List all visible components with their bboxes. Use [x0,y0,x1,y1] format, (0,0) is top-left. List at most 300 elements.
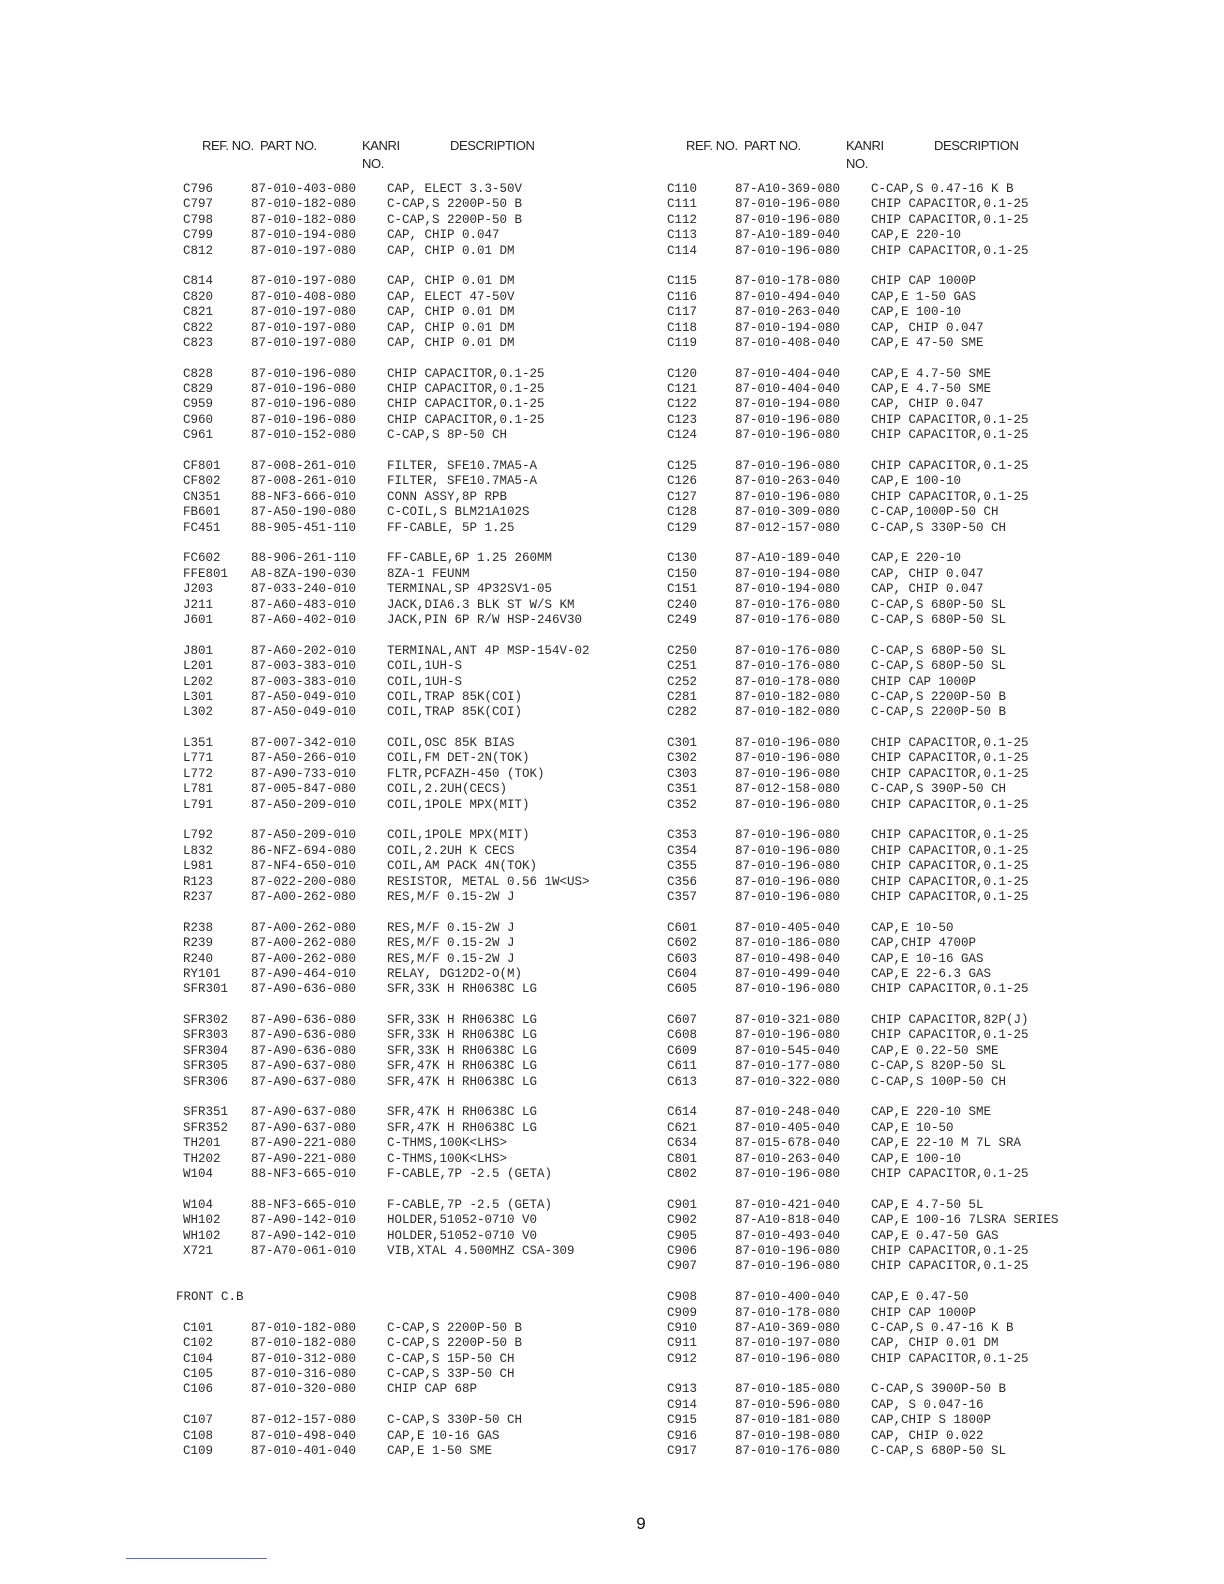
description-cell: CHIP CAPACITOR,0.1-25 [871,1028,1029,1043]
description-cell: RES,M/F 0.15-2W J [387,889,515,904]
part-no-cell: 88-NF3-665-010 [251,1167,357,1181]
description-cell: CAP,E 220-10 SME [871,1105,992,1120]
table-row [660,1167,1130,1182]
part-no-cell: 87-010-196-080 [735,489,841,504]
part-no-cell: 87-A60-202-010 [251,643,357,658]
part-no-cell: 87-010-196-080 [735,859,841,874]
table-row [176,859,646,874]
part-no-cell: 87-010-196-080 [735,751,841,766]
ref-no-cell: C102 [183,1336,214,1351]
description-cell: C-CAP,S 8P-50 CH [387,428,508,443]
table-row [660,1429,1130,1444]
table-header-left [176,138,646,182]
ref-no-cell: C604 [667,966,698,981]
table-row [660,1259,1130,1274]
ref-no-cell: C106 [183,1382,214,1397]
group-spacer [176,813,646,828]
group-spacer [176,1275,646,1290]
ref-no-cell: C118 [667,320,698,335]
description-cell: C-CAP,S 2200P-50 B [871,689,1007,704]
table-row [660,982,1130,997]
parts-table-left [176,138,646,1459]
description-cell: FF-CABLE,6P 1.25 260MM [387,551,553,566]
part-no-cell: 87-010-194-080 [735,582,841,597]
table-row [176,675,646,690]
group-spacer [660,351,1130,366]
ref-no-cell: C917 [667,1444,698,1459]
ref-no-cell: C355 [667,859,698,874]
table-row [176,644,646,659]
description-cell: JACK,DIA6.3 BLK ST W/S KM [387,597,575,612]
ref-no-cell: C105 [183,1367,214,1382]
table-row [660,551,1130,566]
part-no-cell: 87-010-197-080 [735,1336,841,1351]
description-cell: C-THMS,100K<LHS> [387,1136,508,1151]
ref-no-cell: C301 [667,736,698,751]
ref-no-cell: C634 [667,1136,698,1151]
description-cell: C-CAP,S 0.47-16 K B [871,1320,1014,1335]
part-no-cell: 87-010-493-040 [735,1228,841,1243]
group-spacer [660,905,1130,920]
part-no-cell: 87-A90-636-080 [251,1043,357,1058]
ref-no-cell: C601 [667,920,698,935]
part-no-cell: 87-010-196-080 [735,797,841,812]
description-cell: CAP, ELECT 3.3-50V [387,182,523,196]
ref-no-cell: FC451 [183,520,221,535]
ref-no-cell: C802 [667,1167,698,1181]
table-row [660,1321,1130,1336]
ref-no-cell: C909 [667,1305,698,1320]
parts-table-right [660,138,1130,1459]
table-row [176,1336,646,1351]
table-row [176,705,646,720]
ref-no-cell: C611 [667,1059,698,1074]
part-no-cell: 87-A90-142-010 [251,1228,357,1243]
part-no-cell: 87-010-197-080 [251,243,357,258]
header-part-no: PART NO. [260,138,317,153]
part-no-cell: 87-010-405-040 [735,920,841,935]
description-cell: CAP,E 220-10 [871,228,962,243]
table-row [660,751,1130,766]
description-cell: CHIP CAPACITOR,0.1-25 [871,197,1029,212]
description-cell: CHIP CAPACITOR,0.1-25 [871,1167,1029,1181]
part-no-cell: 87-010-320-080 [251,1382,357,1397]
table-row [660,397,1130,412]
description-cell: CAP, CHIP 0.047 [871,397,984,412]
group-spacer [176,259,646,274]
ref-no-cell: C356 [667,874,698,889]
ref-no-cell: W104 [183,1167,214,1181]
table-row [176,1413,646,1428]
description-cell: CAP, CHIP 0.047 [871,582,984,597]
ref-no-cell: TH201 [183,1136,221,1151]
ref-no-cell: C114 [667,243,698,258]
part-no-cell: 87-010-196-080 [735,828,841,843]
table-row [176,1198,646,1213]
table-row [660,967,1130,982]
page-number: 9 [636,1514,646,1533]
ref-no-cell: C150 [667,566,698,581]
ref-no-cell: C614 [667,1105,698,1120]
ref-no-cell: C822 [183,320,214,335]
table-row [176,551,646,566]
part-no-cell: 87-010-196-080 [735,736,841,751]
part-no-cell: 87-010-312-080 [251,1351,357,1366]
table-row [660,305,1130,320]
part-no-cell: 87-A50-049-010 [251,705,357,720]
part-no-cell: 87-A90-637-080 [251,1059,357,1074]
description-cell: CAP,CHIP 4700P [871,936,977,951]
description-cell: CAP,E 10-50 [871,1120,954,1135]
part-no-cell: 87-010-196-080 [735,889,841,904]
group-spacer [660,444,1130,459]
description-cell: RELAY, DG12D2-O(M) [387,966,523,981]
table-row [660,890,1130,905]
ref-no-cell: C608 [667,1028,698,1043]
description-cell: C-CAP,S 680P-50 SL [871,612,1007,627]
table-row [176,690,646,705]
header-kanri: KANRI [846,138,884,153]
ref-no-cell: C129 [667,520,698,535]
ref-no-cell: SFR304 [183,1043,229,1058]
ref-no-cell: C120 [667,366,698,381]
table-row [176,921,646,936]
description-cell: CAP,E 4.7-50 5L [871,1197,984,1212]
part-no-cell: 87-010-194-080 [735,566,841,581]
part-no-cell: 87-A50-049-010 [251,689,357,704]
table-row [660,1290,1130,1305]
table-row [660,1306,1130,1321]
table-row [660,767,1130,782]
ref-no-cell: SFR301 [183,982,229,997]
ref-no-cell: SFR303 [183,1028,229,1043]
table-row [176,1213,646,1228]
description-cell: CHIP CAP 1000P [871,674,977,689]
description-cell: CAP,E 0.47-50 GAS [871,1228,999,1243]
ref-no-cell: C107 [183,1413,214,1428]
part-no-cell: 87-010-178-080 [735,274,841,289]
table-header-right [660,138,1130,182]
ref-no-cell: FFE801 [183,566,229,581]
table-row [176,1075,646,1090]
part-no-cell: 87-007-342-010 [251,736,357,751]
group-spacer [176,905,646,920]
description-cell: CHIP CAPACITOR,0.1-25 [871,1259,1029,1274]
ref-no-cell: L832 [183,843,214,858]
table-row [660,1336,1130,1351]
description-cell: CHIP CAPACITOR,0.1-25 [871,766,1029,781]
description-cell: C-CAP,S 0.47-16 K B [871,182,1014,196]
description-cell: CAP,E 4.7-50 SME [871,366,992,381]
part-no-cell: 87-012-157-080 [251,1413,357,1428]
description-cell: CAP,E 100-10 [871,305,962,320]
group-spacer [176,1259,646,1274]
group-spacer [176,1398,646,1413]
description-cell: CHIP CAPACITOR,0.1-25 [871,212,1029,227]
header-ref-no: REF. NO. [202,138,254,153]
table-row [176,474,646,489]
description-cell: C-CAP,S 33P-50 CH [387,1367,515,1382]
description-cell: TERMINAL,ANT 4P MSP-154V-02 [387,643,590,658]
table-row [660,705,1130,720]
part-no-cell: 87-010-321-080 [735,1013,841,1028]
table-row [176,182,646,197]
ref-no-cell: C249 [667,612,698,627]
ref-no-cell: C101 [183,1320,214,1335]
description-cell: CAP,E 0.47-50 [871,1290,969,1305]
table-row [176,659,646,674]
part-no-cell: 87-A00-262-080 [251,889,357,904]
part-no-cell: 87-A90-636-080 [251,1028,357,1043]
table-row [660,367,1130,382]
ref-no-cell: L302 [183,705,214,720]
part-no-cell: 87-010-178-080 [735,674,841,689]
ref-no-cell: R239 [183,936,214,951]
description-cell: CAP, S 0.047-16 [871,1397,984,1412]
part-no-cell: 87-010-408-040 [735,335,841,350]
description-cell: F-CABLE,7P -2.5 (GETA) [387,1197,553,1212]
part-no-cell: 88-NF3-666-010 [251,489,357,504]
table-row [660,659,1130,674]
part-no-cell: 87-010-403-080 [251,182,357,196]
ref-no-cell: C115 [667,274,698,289]
table-row [660,1198,1130,1213]
part-no-cell: 87-010-176-080 [735,597,841,612]
description-cell: COIL,1UH-S [387,674,463,689]
part-no-cell: 87-010-196-080 [735,243,841,258]
part-no-cell: 87-010-182-080 [735,689,841,704]
description-cell: CAP,E 10-50 [871,920,954,935]
table-row [176,1152,646,1167]
part-no-cell: 87-A10-818-040 [735,1213,841,1228]
description-cell: CAP,E 22-10 M 7L SRA [871,1136,1022,1151]
ref-no-cell: C151 [667,582,698,597]
ref-no-cell: C915 [667,1413,698,1428]
description-cell: C-CAP,S 3900P-50 B [871,1382,1007,1397]
part-no-cell: 87-010-196-080 [251,382,357,397]
description-cell: CHIP CAPACITOR,0.1-25 [871,412,1029,427]
part-no-cell: 87-A60-402-010 [251,612,357,627]
ref-no-cell: C905 [667,1228,698,1243]
ref-no-cell: C302 [667,751,698,766]
parts-rows-left [176,182,646,1459]
group-spacer [660,1182,1130,1197]
table-row [176,1167,646,1182]
description-cell: C-CAP,S 330P-50 CH [387,1413,523,1428]
ref-no-cell: L771 [183,751,214,766]
table-row [660,1398,1130,1413]
group-spacer [176,351,646,366]
table-row [176,751,646,766]
part-no-cell: 87-A70-061-010 [251,1243,357,1258]
ref-no-cell: C913 [667,1382,698,1397]
table-row [176,1059,646,1074]
part-no-cell: 87-010-197-080 [251,274,357,289]
description-cell: CHIP CAPACITOR,0.1-25 [387,366,545,381]
part-no-cell: 87-010-494-040 [735,289,841,304]
part-no-cell: 87-A10-369-080 [735,1320,841,1335]
table-row [660,844,1130,859]
description-cell: C-CAP,S 2200P-50 B [387,212,523,227]
ref-no-cell: C911 [667,1336,698,1351]
ref-no-cell: C123 [667,412,698,427]
description-cell: FILTER, SFE10.7MA5-A [387,459,538,474]
part-no-cell: 87-A60-483-010 [251,597,357,612]
ref-no-cell: L792 [183,828,214,843]
table-row [660,952,1130,967]
table-row [660,582,1130,597]
part-no-cell: 87-A90-142-010 [251,1213,357,1228]
group-spacer [660,998,1130,1013]
ref-no-cell: C119 [667,335,698,350]
group-spacer [660,813,1130,828]
ref-no-cell: C125 [667,459,698,474]
table-row [660,1136,1130,1151]
part-no-cell: 87-010-196-080 [735,412,841,427]
part-no-cell: 87-010-404-040 [735,366,841,381]
table-row [660,197,1130,212]
part-no-cell: 87-010-186-080 [735,936,841,951]
ref-no-cell: WH102 [183,1213,221,1228]
description-cell: FLTR,PCFAZH-450 (TOK) [387,766,545,781]
header-ref-no: REF. NO. [686,138,738,153]
part-no-cell: 87-NF4-650-010 [251,859,357,874]
description-cell: CHIP CAPACITOR,0.1-25 [387,397,545,412]
ref-no-cell: C250 [667,643,698,658]
ref-no-cell: C916 [667,1428,698,1443]
part-no-cell: 87-010-263-040 [735,305,841,320]
table-row [660,1028,1130,1043]
ref-no-cell: C113 [667,228,698,243]
table-row [176,1013,646,1028]
table-row [660,1229,1130,1244]
part-no-cell: A8-8ZA-190-030 [251,566,357,581]
part-no-cell: 87-010-178-080 [735,1305,841,1320]
part-no-cell: 87-010-196-080 [735,982,841,997]
ref-no-cell: C814 [183,274,214,289]
table-row [176,1321,646,1336]
table-row [176,1382,646,1397]
ref-no-cell: C122 [667,397,698,412]
description-cell: RES,M/F 0.15-2W J [387,951,515,966]
ref-no-cell: C906 [667,1243,698,1258]
description-cell: RES,M/F 0.15-2W J [387,936,515,951]
part-no-cell: 87-010-196-080 [251,412,357,427]
description-cell: FILTER, SFE10.7MA5-A [387,474,538,489]
part-no-cell: 87-010-198-080 [735,1428,841,1443]
table-row [660,644,1130,659]
part-no-cell: 87-010-176-080 [735,643,841,658]
table-row [176,967,646,982]
part-no-cell: 87-010-408-080 [251,289,357,304]
ref-no-cell: C281 [667,689,698,704]
ref-no-cell: C907 [667,1259,698,1274]
part-no-cell: 87-010-152-080 [251,428,357,443]
table-row [660,782,1130,797]
description-cell: C-CAP,S 2200P-50 B [871,705,1007,720]
ref-no-cell: C914 [667,1397,698,1412]
part-no-cell: 87-010-176-080 [735,612,841,627]
ref-no-cell: C820 [183,289,214,304]
ref-no-cell: R238 [183,920,214,935]
part-no-cell: 87-A50-266-010 [251,751,357,766]
header-kanri: KANRI [362,138,400,153]
ref-no-cell: C823 [183,335,214,350]
parts-rows-right [660,182,1130,1459]
table-row [176,1352,646,1367]
group-spacer [176,1182,646,1197]
ref-no-cell: C607 [667,1013,698,1028]
ref-no-cell: WH102 [183,1228,221,1243]
table-row [176,459,646,474]
description-cell: CHIP CAPACITOR,0.1-25 [387,412,545,427]
group-spacer [176,1306,646,1321]
table-row [176,490,646,505]
part-no-cell: 87-010-421-040 [735,1197,841,1212]
ref-no-cell: L351 [183,736,214,751]
description-cell: C-THMS,100K<LHS> [387,1151,508,1166]
table-row [176,736,646,751]
description-cell: C-CAP,1000P-50 CH [871,505,999,520]
table-row [660,1244,1130,1259]
table-row [176,244,646,259]
ref-no-cell: C240 [667,597,698,612]
description-cell: CHIP CAP 1000P [871,274,977,289]
table-row [176,428,646,443]
table-row [176,336,646,351]
table-row [660,1152,1130,1167]
description-cell: SFR,33K H RH0638C LG [387,1013,538,1028]
table-row [660,798,1130,813]
description-cell: CHIP CAPACITOR,0.1-25 [871,736,1029,751]
ref-no-cell: L772 [183,766,214,781]
table-row [176,1367,646,1382]
group-spacer [660,1275,1130,1290]
ref-no-cell: J601 [183,612,214,627]
ref-no-cell: C621 [667,1120,698,1135]
table-row [660,228,1130,243]
part-no-cell: 87-A90-637-080 [251,1074,357,1089]
part-no-cell: 87-008-261-010 [251,459,357,474]
ref-no-cell: C908 [667,1290,698,1305]
ref-no-cell: C797 [183,197,214,212]
table-row [660,567,1130,582]
description-cell: CAP,E 0.22-50 SME [871,1043,999,1058]
table-row [176,1121,646,1136]
description-cell: C-CAP,S 100P-50 CH [871,1074,1007,1089]
part-no-cell: 87-010-194-080 [735,320,841,335]
ref-no-cell: C112 [667,212,698,227]
ref-no-cell: C821 [183,305,214,320]
part-no-cell: 87-010-196-080 [735,874,841,889]
table-row [176,305,646,320]
header-description: DESCRIPTION [450,138,535,153]
description-cell: C-CAP,S 680P-50 SL [871,1444,1007,1459]
ref-no-cell: C352 [667,797,698,812]
ref-no-cell: X721 [183,1243,214,1258]
table-row [176,521,646,536]
table-row [660,1059,1130,1074]
part-no-cell: 87-010-197-080 [251,335,357,350]
part-no-cell: 87-010-263-040 [735,1151,841,1166]
description-cell: CAP,E 10-16 GAS [387,1428,500,1443]
description-cell: CAP,E 47-50 SME [871,335,984,350]
description-cell: CAP,E 1-50 SME [387,1444,493,1459]
table-row [660,613,1130,628]
part-no-cell: 87-A90-221-080 [251,1136,357,1151]
description-cell: CHIP CAPACITOR,0.1-25 [871,859,1029,874]
ref-no-cell: SFR351 [183,1105,229,1120]
